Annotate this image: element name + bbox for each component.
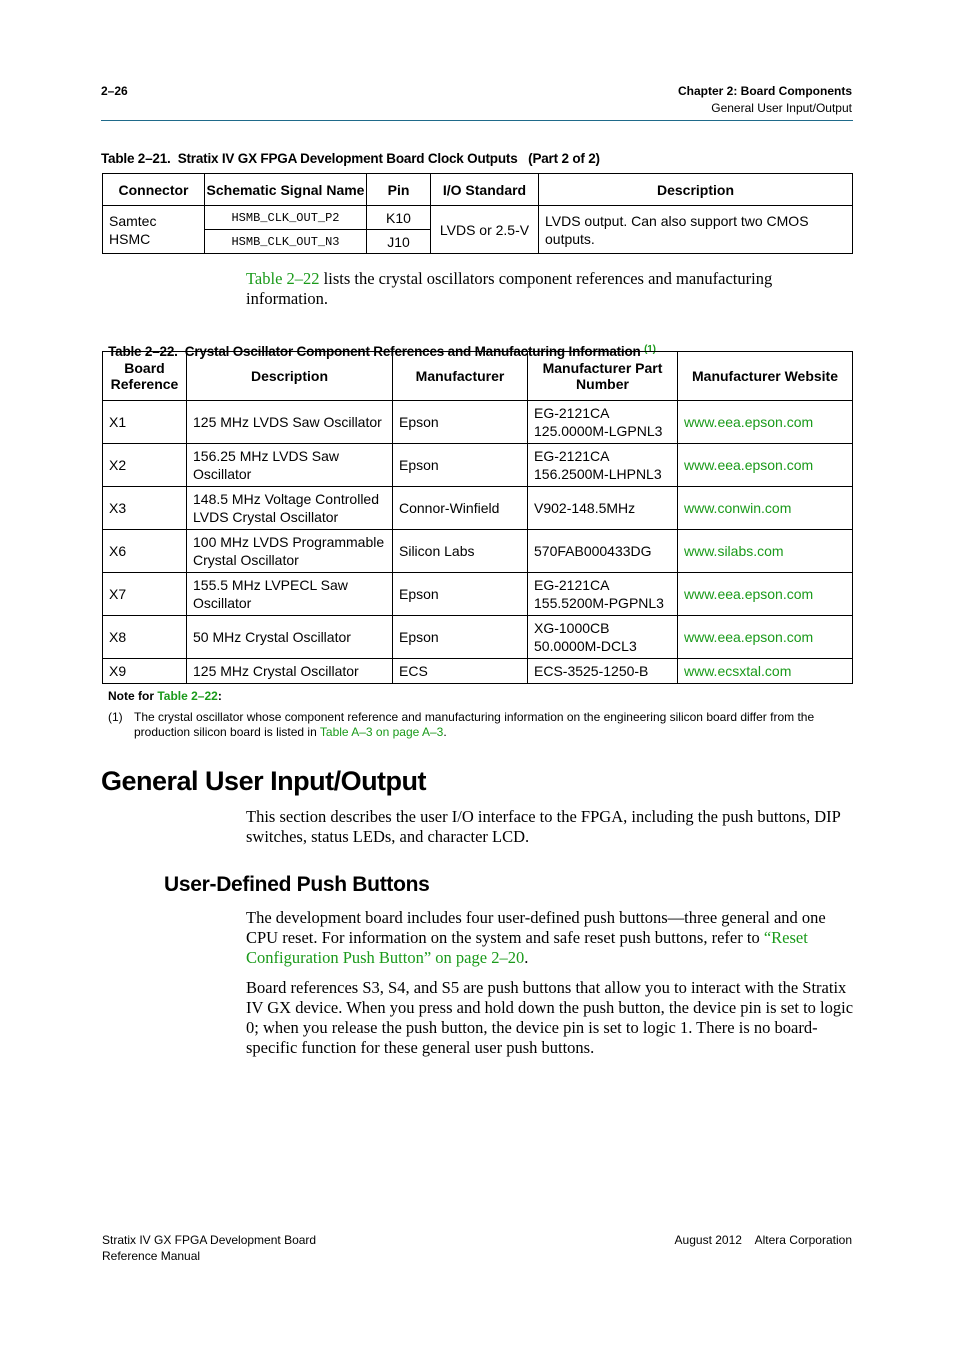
cell-ref: X8 [103, 616, 187, 659]
cell-part: EG-2121CA 125.0000M-LGPNL3 [528, 401, 678, 444]
cell-website-link[interactable]: www.silabs.com [678, 530, 853, 573]
page-number: 2–26 [101, 84, 128, 98]
table22-header: Manufacturer [393, 352, 528, 401]
cell-part: 570FAB000433DG [528, 530, 678, 573]
cell-mfr: Epson [393, 573, 528, 616]
cell-mfr: Epson [393, 616, 528, 659]
footnote-text: The crystal oscillator whose component reference and manufacturing information on the engineering silicon board differ from the production silicon board is listed in [134, 710, 815, 739]
cell-ref: X3 [103, 487, 187, 530]
cell-part: ECS-3525-1250-B [528, 659, 678, 684]
table21-caption: Table 2–21. Stratix IV GX FPGA Development Board Clock Outputs (Part 2 of 2) [101, 151, 600, 166]
cell-desc: 148.5 MHz Voltage Controlled LVDS Crystal Oscillator [187, 487, 393, 530]
footnote-number: (1) [108, 710, 123, 724]
cell-ref: X6 [103, 530, 187, 573]
cell-website-link[interactable]: www.eea.epson.com [678, 444, 853, 487]
cell-desc: 125 MHz Crystal Oscillator [187, 659, 393, 684]
footer-date-company: August 2012 Altera Corporation [674, 1233, 852, 1247]
section-paragraph: This section describes the user I/O interface to the FPGA, including the push buttons, DIP switches, status LEDs, and character LCD. [246, 807, 841, 846]
table21-header: I/O Standard [431, 174, 539, 206]
footnote-end: . [443, 725, 447, 739]
table-row [103, 530, 853, 573]
cell-mfr: Silicon Labs [393, 530, 528, 573]
table21-signal: HSMB_CLK_OUT_N3 [205, 230, 367, 254]
cell-part: EG-2121CA 156.2500M-LHPNL3 [528, 444, 678, 487]
cell-website-link[interactable]: www.eea.epson.com [678, 401, 853, 444]
footnote [134, 710, 854, 740]
cell-mfr: ECS [393, 659, 528, 684]
table22-header: Board Reference [103, 352, 187, 401]
chapter-title: Chapter 2: Board Components [677, 84, 852, 98]
table21-signal: HSMB_CLK_OUT_P2 [205, 206, 367, 230]
table-row [103, 401, 853, 444]
table-row [103, 659, 853, 684]
table-row [103, 616, 853, 659]
cell-website-link[interactable]: www.eea.epson.com [678, 573, 853, 616]
footnote-link[interactable]: Table A–3 on page A–3 [319, 725, 444, 739]
table21-description: LVDS output. Can also support two CMOS outputs. [539, 206, 853, 254]
cell-website-link[interactable]: www.conwin.com [678, 487, 853, 530]
para1-end: . [524, 948, 529, 967]
footer-subtitle: Reference Manual [102, 1249, 201, 1263]
table22-header: Manufacturer Part Number [528, 352, 678, 401]
cell-desc: 125 MHz LVDS Saw Oscillator [187, 401, 393, 444]
table21-header: Description [539, 174, 853, 206]
table22-caption-text: Table 2–22. Crystal Oscillator Component References and Manufacturing Information [108, 344, 645, 359]
table22-note-label [108, 689, 222, 704]
table21-connector: Samtec HSMC [103, 206, 205, 254]
cell-desc: 155.5 MHz LVPECL Saw Oscillator [187, 573, 393, 616]
table21 [102, 173, 853, 254]
table-row [103, 444, 853, 487]
cell-mfr: Epson [393, 444, 528, 487]
footer-title: Stratix IV GX FPGA Development Board [102, 1233, 317, 1247]
table-row [103, 573, 853, 616]
subsection-paragraph-2: Board references S3, S4, and S5 are push buttons that allow you to interact with the Stratix IV GX device. When you press and hold down the push button, the device pin is set to logic 0; when you release the push button, the device pin is set to logic 1. There is no board-specific function for these general user push buttons. [246, 978, 854, 1057]
cell-part: XG-1000CB 50.0000M-DCL3 [528, 616, 678, 659]
intro-paragraph [246, 269, 856, 309]
table21-header: Pin [367, 174, 431, 206]
section-header: General User Input/Output [711, 101, 852, 115]
cell-website-link[interactable]: www.eea.epson.com [678, 616, 853, 659]
note-colon: : [217, 689, 222, 703]
note-table-link[interactable]: Table 2–22 [157, 689, 218, 703]
para1-text: The development board includes four user-defined push buttons—three general and one CPU reset. For information on the system and safe reset push buttons, refer to [246, 908, 826, 947]
table21-header: Schematic Signal Name [205, 174, 367, 206]
table22-header: Manufacturer Website [678, 352, 853, 401]
header-rule [101, 120, 853, 121]
reset-config-link[interactable]: “Reset Configuration Push Button” on page 2–20 [246, 928, 808, 967]
cell-mfr: Epson [393, 401, 528, 444]
table21-pin: K10 [367, 206, 431, 230]
cell-part: EG-2121CA 155.5200M-PGPNL3 [528, 573, 678, 616]
section-title: General User Input/Output [101, 766, 427, 796]
cell-desc: 156.25 MHz LVDS Saw Oscillator [187, 444, 393, 487]
table22-link[interactable]: Table 2–22 [246, 269, 320, 288]
intro-text: lists the crystal oscillators component references and manufacturing information. [246, 269, 773, 308]
table21-header: Connector [103, 174, 205, 206]
cell-ref: X9 [103, 659, 187, 684]
subsection-title: User-Defined Push Buttons [164, 873, 430, 896]
cell-part: V902-148.5MHz [528, 487, 678, 530]
cell-desc: 50 MHz Crystal Oscillator [187, 616, 393, 659]
cell-ref: X1 [103, 401, 187, 444]
table22-header: Description [187, 352, 393, 401]
subsection-paragraph-1 [246, 908, 856, 968]
table-row [103, 487, 853, 530]
cell-website-link[interactable]: www.ecsxtal.com [678, 659, 853, 684]
note-label-text: Note for [108, 689, 158, 703]
cell-desc: 100 MHz LVDS Programmable Crystal Oscillator [187, 530, 393, 573]
cell-ref: X7 [103, 573, 187, 616]
cell-mfr: Connor-Winfield [393, 487, 528, 530]
table22-caption-note-link[interactable]: (1) [644, 344, 656, 355]
table21-io-standard: LVDS or 2.5-V [431, 206, 539, 254]
table21-pin: J10 [367, 230, 431, 254]
table22 [102, 351, 853, 684]
cell-ref: X2 [103, 444, 187, 487]
